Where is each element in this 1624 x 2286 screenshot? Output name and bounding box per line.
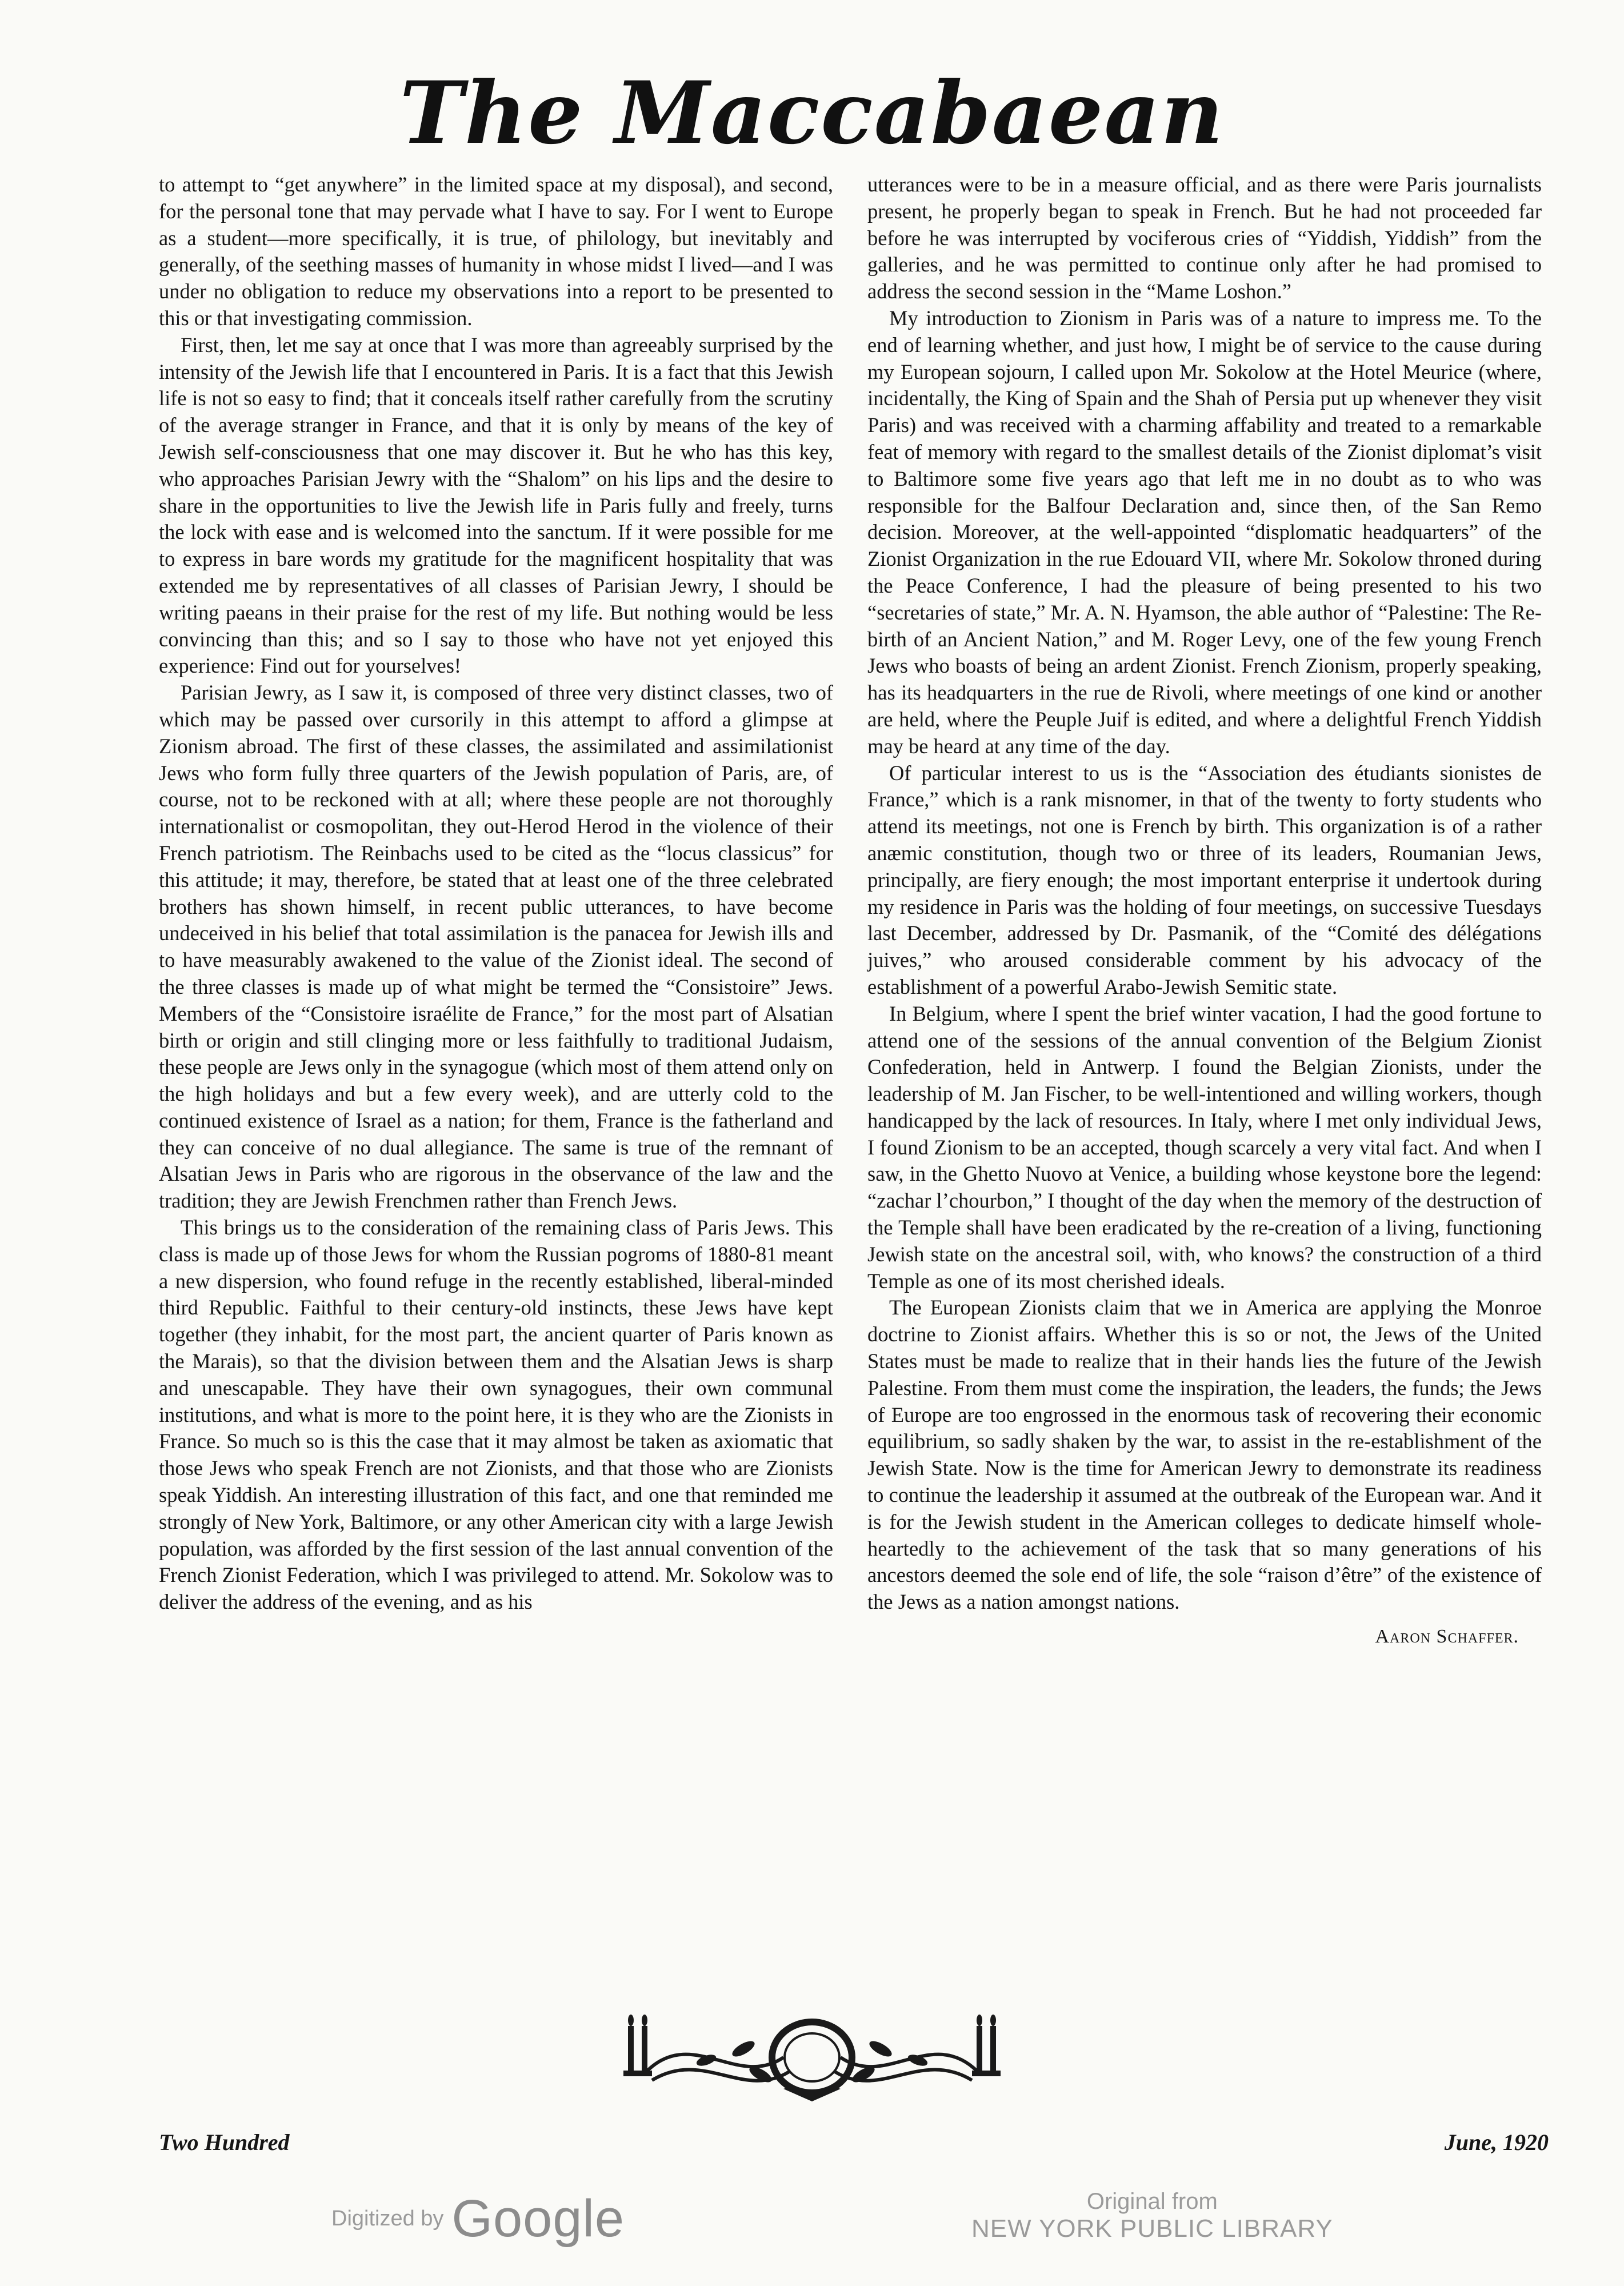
paragraph: My introduction to Zionism in Paris was of a nature to impress me. To the end of learning whether, and just how, I might be of service to the cause during my European sojourn, I called upon Mr. Sokolow at the Hotel Meurice (where, incidentally, the King of Spain and the Shah of Persia put up whenever they visit Paris) and was received with a charming affability and treated to a remarkable feat of memory with regard to the smallest details of the Zionist diplomat’s visit to Baltimore some five years ago that left me in no doubt as to who was responsible for the Balfour Declaration and, since then, of the San Remo decision. Moreover, at the well-appointed “displomatic headquarters” of the Zionist Organization in the rue Edouard VII, where Mr. Sokolow throned during the Peace Conference, I had the pleasure of being presented to his two “secretaries of state,” Mr. A. N. Hyamson, the able author of “Palestine: The Re-birth of an Ancient Nation,” and M. Roger Levy, one of the few young French Jews who boasts of being an ardent Zionist. French Zionism, properly speaking, has its headquarters in the rue de Rivoli, where meetings of one kind or another are held, where the Peuple Juif is edited, and where a delightful French Yiddish may be heard at any time of the day. xyxy=(867,306,1542,758)
paragraph: Of particular interest to us is the “Association des étudiants sionistes de France,” which is a rank misnomer, in that of the twenty to forty students who attend its meetings, not one is French by birth. This organization is of a rather anæmic constitution, though two or three of its leaders, Roumanian Jews, principally, are fiery enough; the most important enterprise it undertook during my residence in Paris was the holding of four meetings, on successive Tuesdays last December, addressed by Dr. Pasmanik, of the “Comité des délégations juives,” who aroused considerable comment by his advocacy of the establishment of a powerful Arabo-Jewish Semitic state. xyxy=(867,761,1542,998)
google-logo: Google xyxy=(451,2189,625,2248)
original-source xyxy=(971,2189,1333,2243)
paragraph: This brings us to the consideration of the remaining class of Paris Jews. This class is made up of those Jews for whom the Russian pogroms of 1880-81 meant a new dispersion, who found refuge in the recently established, liberal-minded third Republic. Faithful to their century-old instincts, these Jews have kept together (they inhabit, for the most part, the ancient quarter of Paris known as the Marais), so that the division between them and the Alsatian Jews is sharp and unescapable. They have their own synagogues, their own communal institutions, and what is more to the point here, it is they who are the Zionists in France. So much so is this the case that it may almost be taken as axiomatic that those Jews who speak French are not Zionists, and that those who are Zionists speak Yiddish. An interesting illustration of this fact, and one that reminded me strongly of New York, Baltimore, or any other American city with a large Jewish population, was afforded by the first session of the last annual convention of the French Zionist Federation, which I was privileged to attend. Mr. Sokolow was to deliver the address of the evening, and as his xyxy=(159,1216,833,1614)
author-signature: Aaron Schaffer. xyxy=(1375,1626,1519,1648)
original-from-label: Original from xyxy=(1086,2189,1218,2214)
paragraph: utterances were to be in a measure official, and as there were Paris journalists present, he properly began to speak in French. But he had not proceeded far before he was interrupted by vociferous cries of “Yiddish, Yiddish” from the galleries, and he was permitted to continue only after he had promised to address the second session in the “Mame Loshon.” xyxy=(867,173,1542,303)
paragraph: In Belgium, where I spent the brief winter vacation, I had the good fortune to attend one of the sessions of the annual convention of the Belgium Zionist Confederation, held in Antwerp. I found the Belgian Zionists, under the leadership of M. Jan Fischer, to be well-intentioned and willing workers, though handicapped by the lack of resources. In Italy, where I met only individual Jews, I found Zionism to be an accepted, though scarcely a very vital fact. And when I saw, in the Ghetto Nuovo at Venice, a building whose keystone bore the legend: “zachar l’chourbon,” I thought of the day when the memory of the destruction of the Temple shall have been eradicated by the re-creation of a living, functioning Jewish state on the ancestral soil, with, who knows? the construction of a third Temple as one of its most cherished ideals. xyxy=(867,1001,1542,1293)
digitized-label: Digitized by xyxy=(331,2207,444,2231)
paragraph: to attempt to “get anywhere” in the limited space at my disposal), and second, for the personal tone that may pervade what I have to say. For I went to Europe as a student—more specifically, it is true, of philology, but inevitably and generally, of the seething masses of humanity in whose midst I lived—and I was under no obligation to reduce my observations into a report to be presented to this or that investigating commission. xyxy=(159,173,833,330)
menorah-wreath-ornament-icon xyxy=(612,2003,1012,2106)
library-name: NEW YORK PUBLIC LIBRARY xyxy=(971,2215,1333,2243)
paragraph: The European Zionists claim that we in America are applying the Monroe doctrine to Zionist affairs. Whether this is so or not, the Jews of the United States must be made to realize that in their hands lies the future of the Jewish Palestine. From them must come the inspiration, the leaders, the funds; the Jews of Europe are too engrossed in the enormous task of recovering their economic equilibrium, so sadly shaken by the war, to assist in the re-establishment of the Jewish State. Now is the time for American Jewry to demonstrate its readiness to continue the leadership it assumed at the outbreak of the European war. And it is for the Jewish student in the American colleges to dedicate himself whole-heartedly to the achievement of the task that so many generations of his ancestors deemed the sole end of life, the sole “raison d’être” of the existence of the Jews as a nation amongst nations. xyxy=(867,1296,1542,1614)
paragraph: First, then, let me say at once that I was more than agreeably surprised by the intensity of the Jewish life that I encountered in Paris. It is a fact that this Jewish life is not so easy to find; that it conceals itself rather carefully from the scrutiny of the average stranger in France, and that it is only by means of the key of Jewish self-consciousness that one may discover it. But he who has this key, who approaches Parisian Jewry with the “Shalom” on his lips and the desire to share in the opportunities to live the Jewish life in Paris fully and freely, turns the lock with ease and is welcomed into the sanctum. If it were possible for me to express in bare words my gratitude for the magnificent hospitality that was extended me by representatives of all classes of Parisian Jewry, I should be writing paeans in their praise for the rest of my life. But nothing would be less convincing than this; and so I say to those who have not yet enjoyed this experience: Find out for yourselves! xyxy=(159,333,833,678)
page-number: Two Hundred xyxy=(159,2129,290,2155)
issue-date: June, 1920 xyxy=(1444,2129,1549,2155)
paragraph: Parisian Jewry, as I saw it, is composed of three very distinct classes, two of which may be passed over cursorily in this attempt to afford a glimpse at Zionism abroad. The first of these classes, the assimilated and assimilationist Jews who form fully three quarters of the Jewish population of Paris, are, of course, not to be reckoned with at all; where these people are not thoroughly internationalist or cosmopolitan, they out-Herod Herod in the violence of their French patriotism. The Reinbachs used to be cited as the “locus classicus” for this attitude; it may, therefore, be stated that at least one of the three celebrated brothers has shown himself, in recent public utterances, to have become undeceived in his belief that total assimilation is the panacea for Jewish ills and to have measurably awakened to the value of the Zionist ideal. The second of the three classes is made up of what might be termed the “Consistoire” Jews. Members of the “Consistoire israélite de France,” for the most part of Alsatian birth or origin and still clinging more or less faithfully to traditional Judaism, these people are Jews only in the synagogue (which most of them attend only on the high holidays and but a few every week), and are utterly cold to the continued existence of Israel as a nation; for them, France is the fatherland and they can conceive of no dual allegiance. The same is true of the remnant of Alsatian Jews in Paris who are rigorous in the observance of the law and the tradition; they are Jewish Frenchmen rather than French Jews. xyxy=(159,681,833,1213)
left-column xyxy=(159,171,833,1616)
right-column xyxy=(867,171,1542,1650)
masthead-title: The Maccabaean xyxy=(399,63,1225,163)
digitized-by-google xyxy=(331,2189,625,2252)
